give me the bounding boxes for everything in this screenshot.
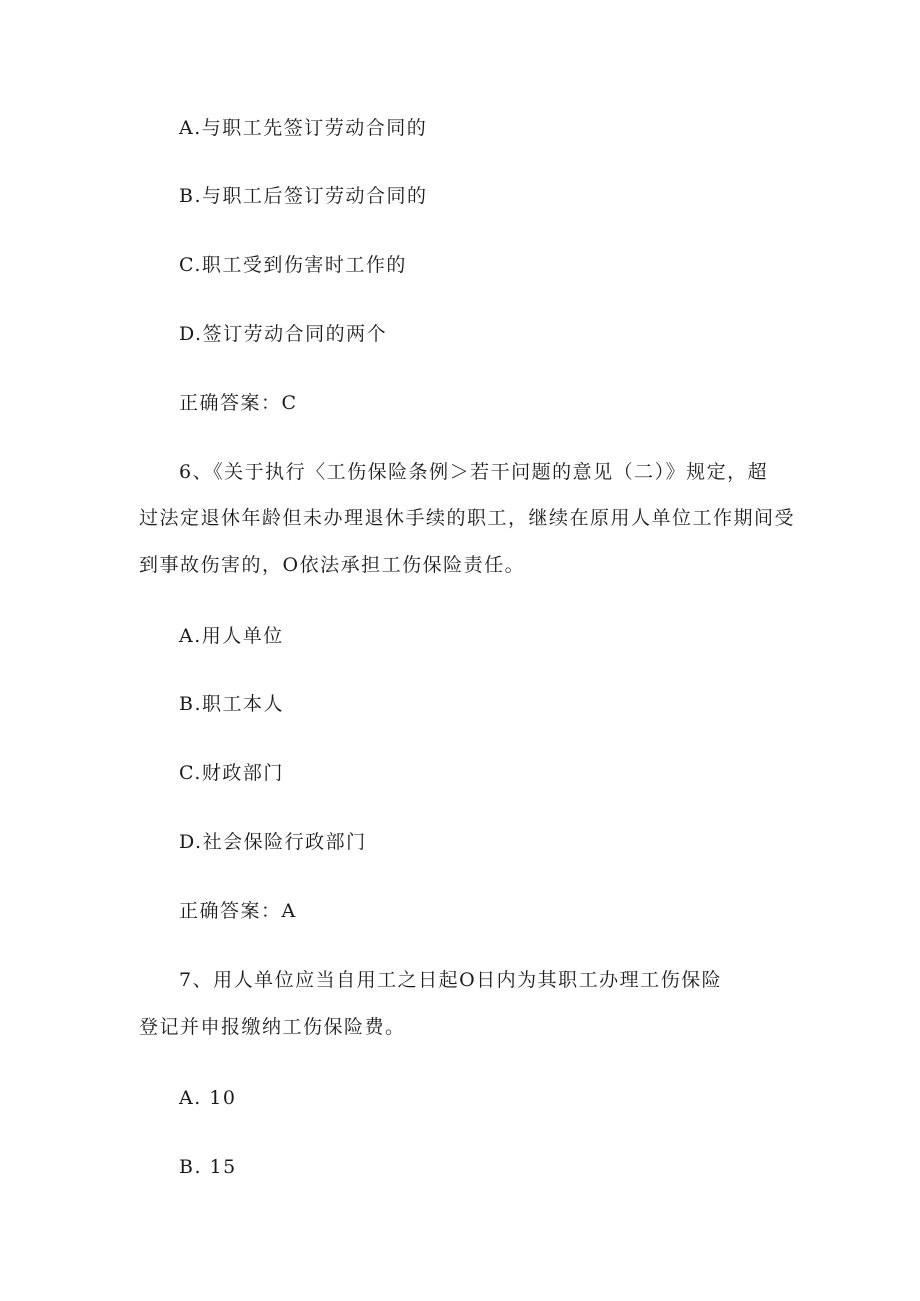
q5-option-a: A.与职工先签订劳动合同的	[179, 117, 428, 139]
q6-option-a: A.用人单位	[179, 625, 284, 647]
q6-option-c: C.财政部门	[179, 762, 284, 784]
q7-option-a: A. 10	[179, 1087, 237, 1109]
q5-answer: 正确答案：C	[179, 392, 298, 414]
q5-option-d: D.签订劳动合同的两个	[179, 323, 388, 345]
q6-option-d: D.社会保险行政部门	[179, 831, 367, 853]
q5-option-c: C.职工受到伤害时工作的	[179, 254, 407, 276]
q6-option-b: B.职工本人	[179, 693, 285, 715]
q7-option-b: B. 15	[179, 1156, 237, 1178]
q7-text-line-2: 登记并申报缴纳工伤保险费。	[139, 1016, 406, 1038]
q6-text-line-3: 到事故伤害的，O依法承担工伤保险责任。	[139, 554, 526, 576]
q6-text-line-2: 过法定退休年龄但未办理退休手续的职工，继续在原用人单位工作期间受	[139, 507, 796, 529]
q7-text-line-1: 7、用人单位应当自用工之日起O日内为其职工办理工伤保险	[179, 969, 723, 991]
q5-option-b: B.与职工后签订劳动合同的	[179, 185, 428, 207]
q6-text-line-1: 6、《关于执行〈工伤保险条例＞若干问题的意见（二）》规定，超	[179, 461, 769, 483]
q6-answer: 正确答案：A	[179, 900, 297, 922]
